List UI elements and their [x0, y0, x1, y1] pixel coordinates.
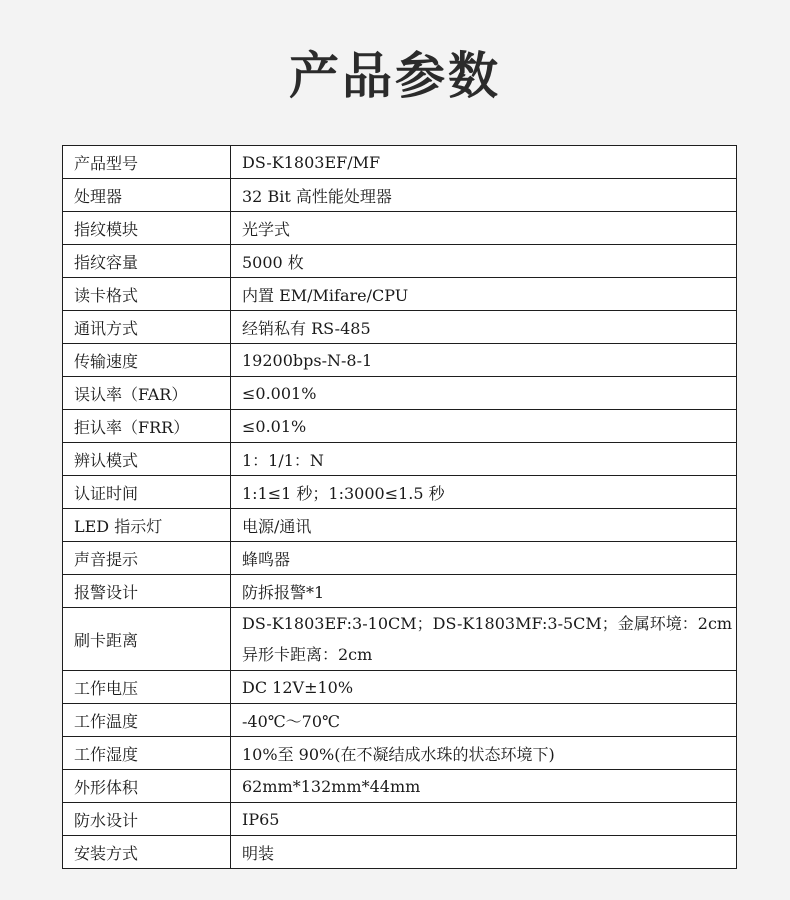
table-row: [63, 146, 737, 179]
row-label: 外形体积: [63, 770, 231, 803]
table-row: [63, 770, 737, 803]
row-value: DC 12V±10%: [231, 671, 737, 704]
row-label: 处理器: [63, 179, 231, 212]
row-value: 内置 EM/Mifare/CPU: [231, 278, 737, 311]
row-label: 刷卡距离: [63, 608, 231, 671]
table-row: [63, 737, 737, 770]
row-value: 经销私有 RS-485: [231, 311, 737, 344]
row-label: 读卡格式: [63, 278, 231, 311]
row-label: 通讯方式: [63, 311, 231, 344]
row-value: 1:1≤1 秒；1:3000≤1.5 秒: [231, 476, 737, 509]
row-value: ≤0.01%: [231, 410, 737, 443]
row-label: 误认率（FAR）: [63, 377, 231, 410]
row-value-line-1: DS-K1803EF:3-10CM；DS-K1803MF:3-5CM；金属环境：2cm: [242, 614, 733, 633]
row-label: 指纹模块: [63, 212, 231, 245]
row-value: -40℃～70℃: [231, 704, 737, 737]
row-label: LED 指示灯: [63, 509, 231, 542]
row-value: 防拆报警*1: [231, 575, 737, 608]
row-value: 32 Bit 高性能处理器: [231, 179, 737, 212]
table-row: [63, 179, 737, 212]
row-value-line-2: 异形卡距离：2cm: [242, 645, 373, 664]
row-label: 工作湿度: [63, 737, 231, 770]
row-label: 安装方式: [63, 836, 231, 869]
table-row: [63, 410, 737, 443]
row-value: IP65: [231, 803, 737, 836]
row-value: ≤0.001%: [231, 377, 737, 410]
table-row: [63, 836, 737, 869]
row-label: 认证时间: [63, 476, 231, 509]
table-row: [63, 344, 737, 377]
row-label: 产品型号: [63, 146, 231, 179]
row-value: 1：1/1：N: [231, 443, 737, 476]
row-label: 防水设计: [63, 803, 231, 836]
row-value: [231, 608, 737, 671]
table-row: [63, 443, 737, 476]
row-label: 传输速度: [63, 344, 231, 377]
table-row: [63, 542, 737, 575]
row-value: DS-K1803EF/MF: [231, 146, 737, 179]
table-row: [63, 575, 737, 608]
row-value: 19200bps-N-8-1: [231, 344, 737, 377]
table-row: [63, 671, 737, 704]
row-label: 报警设计: [63, 575, 231, 608]
row-value: 光学式: [231, 212, 737, 245]
table-row: [63, 311, 737, 344]
table-row: [63, 509, 737, 542]
row-value: 62mm*132mm*44mm: [231, 770, 737, 803]
table-row: [63, 476, 737, 509]
table-row: [63, 278, 737, 311]
row-value: 蜂鸣器: [231, 542, 737, 575]
row-label: 工作电压: [63, 671, 231, 704]
row-label: 拒认率（FRR）: [63, 410, 231, 443]
table-row: [63, 608, 737, 671]
table-row: [63, 245, 737, 278]
row-label: 工作温度: [63, 704, 231, 737]
table-row: [63, 212, 737, 245]
table-row: [63, 704, 737, 737]
row-label: 指纹容量: [63, 245, 231, 278]
row-value: 明装: [231, 836, 737, 869]
table-row: [63, 803, 737, 836]
row-value: 电源/通讯: [231, 509, 737, 542]
row-value: 10%至 90%(在不凝结成水珠的状态环境下): [231, 737, 737, 770]
table-row: [63, 377, 737, 410]
spec-table: [62, 145, 737, 869]
row-value: 5000 枚: [231, 245, 737, 278]
row-label: 辨认模式: [63, 443, 231, 476]
row-label: 声音提示: [63, 542, 231, 575]
page-title: 产品参数: [289, 47, 501, 105]
